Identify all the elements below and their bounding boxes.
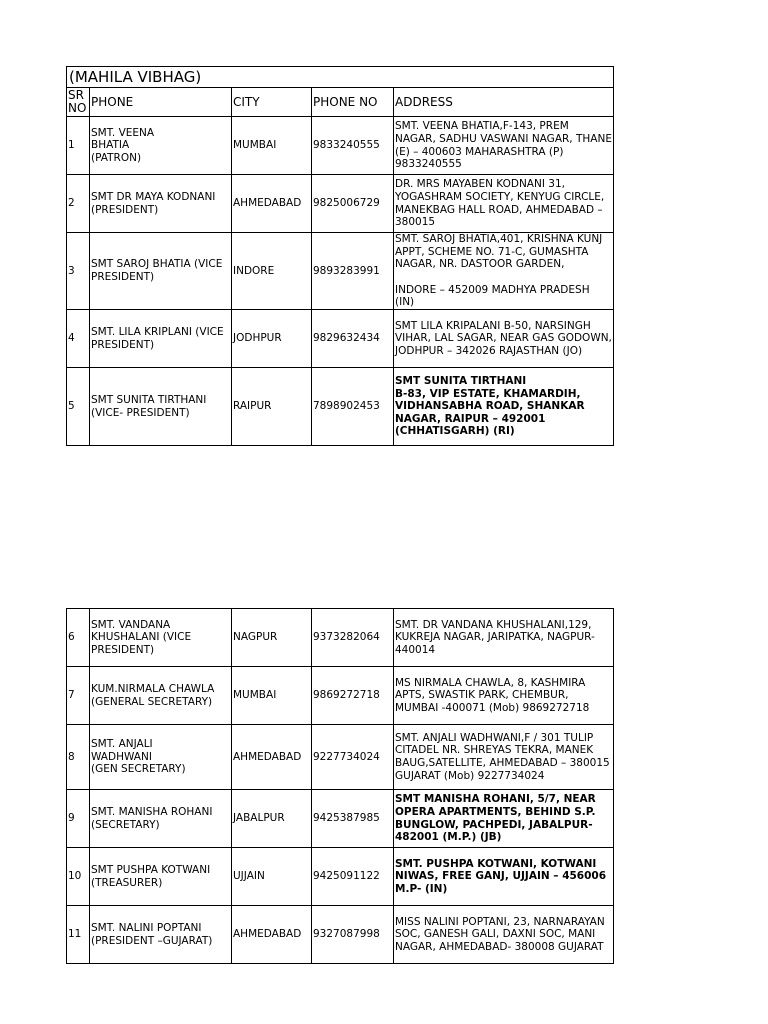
cell-name: SMT. LILA KRIPLANI (VICE PRESIDENT) (90, 310, 232, 368)
cell-city: INDORE (232, 233, 312, 310)
cell-phone-no: 7898902453 (312, 368, 394, 446)
cell-phone-no: 9829632434 (312, 310, 394, 368)
cell-sr-no: 11 (67, 906, 90, 964)
cell-phone-no: 9425387985 (312, 790, 394, 848)
cell-address: SMT SUNITA TIRTHANI B-83, VIP ESTATE, KHAMARDIH, VIDHANSABHA ROAD, SHANKAR NAGAR, RAIPUR – 492001 (CHHATISGARH) (RI) (394, 368, 614, 446)
cell-phone-no: 9327087998 (312, 906, 394, 964)
cell-name: SMT SAROJ BHATIA (VICE PRESIDENT) (90, 233, 232, 310)
header-phone: PHONE (90, 88, 232, 117)
cell-address: MS NIRMALA CHAWLA, 8, KASHMIRA APTS, SWASTIK PARK, CHEMBUR, MUMBAI -400071 (Mob) 9869272718 (394, 667, 614, 725)
cell-address: SMT MANISHA ROHANI, 5/7, NEAR OPERA APARTMENTS, BEHIND S.P. BUNGLOW, PACHPEDI, JABALPUR-482001 (M.P.) (JB) (394, 790, 614, 848)
cell-name: SMT. ANJALI WADHWANI (GEN SECRETARY) (90, 725, 232, 790)
cell-city: JODHPUR (232, 310, 312, 368)
cell-phone-no: 9373282064 (312, 609, 394, 667)
cell-sr-no: 8 (67, 725, 90, 790)
cell-address: SMT. PUSHPA KOTWANI, KOTWANI NIWAS, FREE GANJ, UJJAIN – 456006 M.P- (IN) (394, 848, 614, 906)
cell-name: SMT PUSHPA KOTWANI (TREASURER) (90, 848, 232, 906)
cell-address: MISS NALINI POPTANI, 23, NARNARAYAN SOC, GANESH GALI, DAXNI SOC, MANI NAGAR, AHMEDABAD- 380008 GUJARAT (394, 906, 614, 964)
cell-address: SMT LILA KRIPALANI B-50, NARSINGH VIHAR, LAL SAGAR, NEAR GAS GODOWN, JODHPUR – 342026 RAJASTHAN (JO) (394, 310, 614, 368)
cell-name: SMT SUNITA TIRTHANI (VICE- PRESIDENT) (90, 368, 232, 446)
cell-phone-no: 9227734024 (312, 725, 394, 790)
cell-city: RAIPUR (232, 368, 312, 446)
table-row (67, 175, 614, 233)
cell-city: NAGPUR (232, 609, 312, 667)
cell-sr-no: 9 (67, 790, 90, 848)
cell-name: SMT. MANISHA ROHANI (SECRETARY) (90, 790, 232, 848)
table-row (67, 368, 614, 446)
cell-address: DR. MRS MAYABEN KODNANI 31, YOGASHRAM SOCIETY, KENYUG CIRCLE, MANEKBAG HALL ROAD, AHMEDABAD – 380015 (394, 175, 614, 233)
cell-phone-no: 9425091122 (312, 848, 394, 906)
cell-sr-no: 2 (67, 175, 90, 233)
table-row (67, 906, 614, 964)
cell-city: UJJAIN (232, 848, 312, 906)
header-phone-no: PHONE NO (312, 88, 394, 117)
cell-sr-no: 4 (67, 310, 90, 368)
cell-city: AHMEDABAD (232, 725, 312, 790)
cell-address: SMT. ANJALI WADHWANI,F / 301 TULIP CITADEL NR. SHREYAS TEKRA, MANEK BAUG,SATELLITE, AHMEDABAD – 380015 GUJARAT (Mob) 9227734024 (394, 725, 614, 790)
cell-address: SMT. VEENA BHATIA,F-143, PREM NAGAR, SADHU VASWANI NAGAR, THANE (E) – 400603 MAHARASHTRA (P) 9833240555 (394, 117, 614, 175)
cell-phone-no: 9833240555 (312, 117, 394, 175)
header-row (67, 88, 614, 117)
cell-name: SMT DR MAYA KODNANI (PRESIDENT) (90, 175, 232, 233)
table-row (67, 848, 614, 906)
cell-sr-no: 7 (67, 667, 90, 725)
table-row (67, 790, 614, 848)
members-table-top (66, 66, 614, 446)
cell-name: SMT. VEENA BHATIA (PATRON) (90, 117, 232, 175)
cell-city: MUMBAI (232, 667, 312, 725)
table-row (67, 667, 614, 725)
header-city: CITY (232, 88, 312, 117)
page-title: (MAHILA VIBHAG) (67, 67, 614, 88)
cell-sr-no: 10 (67, 848, 90, 906)
cell-name: SMT. NALINI POPTANI (PRESIDENT –GUJARAT) (90, 906, 232, 964)
cell-address: SMT. DR VANDANA KHUSHALANI,129, KUKREJA NAGAR, JARIPATKA, NAGPUR-440014 (394, 609, 614, 667)
table-row (67, 233, 614, 310)
cell-name: KUM.NIRMALA CHAWLA (GENERAL SECRETARY) (90, 667, 232, 725)
table-row (67, 725, 614, 790)
cell-sr-no: 6 (67, 609, 90, 667)
cell-phone-no: 9893283991 (312, 233, 394, 310)
cell-city: JABALPUR (232, 790, 312, 848)
cell-phone-no: 9869272718 (312, 667, 394, 725)
header-sr-no: SR NO (67, 88, 90, 117)
cell-sr-no: 3 (67, 233, 90, 310)
table-row (67, 609, 614, 667)
cell-sr-no: 1 (67, 117, 90, 175)
table-row (67, 117, 614, 175)
cell-address: SMT. SAROJ BHATIA,401, KRISHNA KUNJ APPT, SCHEME NO. 71-C, GUMASHTA NAGAR, NR. DASTOOR GARDEN, INDORE – 452009 MADHYA PRADESH (IN) (394, 233, 614, 310)
cell-phone-no: 9825006729 (312, 175, 394, 233)
members-table-bottom (66, 608, 614, 964)
cell-sr-no: 5 (67, 368, 90, 446)
cell-city: AHMEDABAD (232, 906, 312, 964)
header-address: ADDRESS (394, 88, 614, 117)
cell-name: SMT. VANDANA KHUSHALANI (VICE PRESIDENT) (90, 609, 232, 667)
table-row (67, 310, 614, 368)
cell-city: AHMEDABAD (232, 175, 312, 233)
cell-city: MUMBAI (232, 117, 312, 175)
